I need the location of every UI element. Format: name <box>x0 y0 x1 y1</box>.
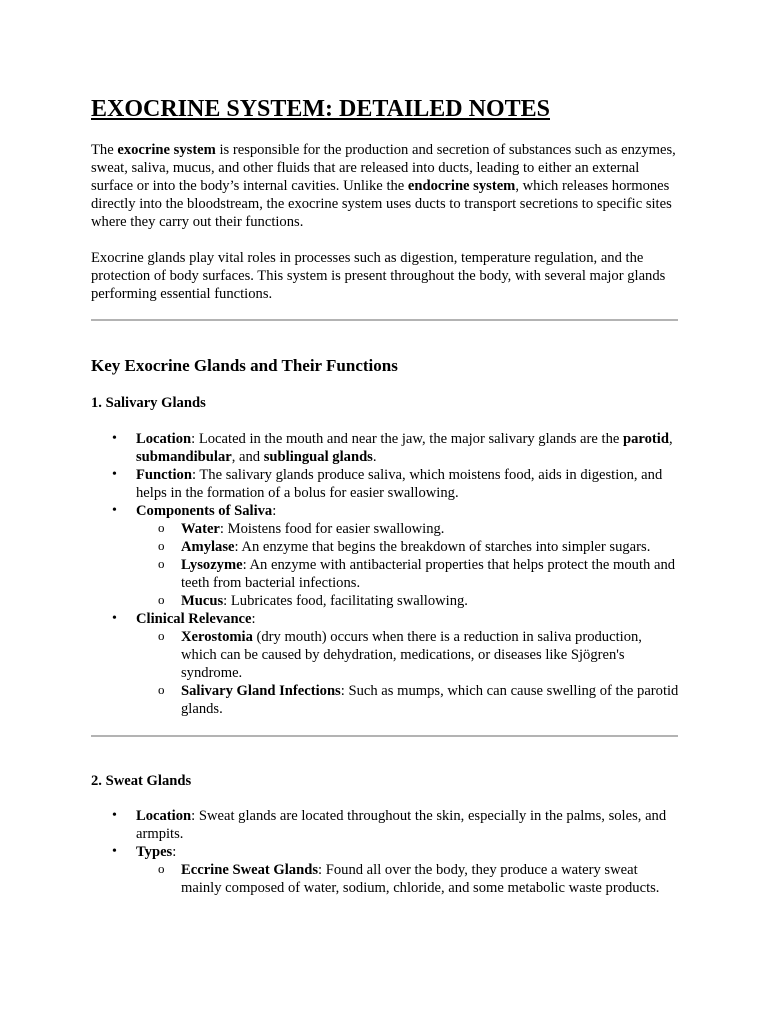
sub-bullet-icon: o <box>158 861 165 876</box>
salivary-heading: 1. Salivary Glands <box>91 395 206 411</box>
intro-text: The <box>91 142 118 158</box>
item-text: : An enzyme that begins the breakdown of starches into simpler sugars. <box>234 539 651 555</box>
item-text: : Lubricates food, facilitating swallowing. <box>223 593 468 609</box>
section-heading: Key Exocrine Glands and Their Functions <box>91 356 398 375</box>
item-text: : An enzyme with antibacterial properties that helps protect the mouth and teeth from bacterial infections. <box>181 557 676 591</box>
item-text: : Found all over the body, they produce a watery sweat mainly composed of water, sodium, chloride, and some metabolic waste products. <box>181 862 660 896</box>
bullet-icon: • <box>112 467 117 482</box>
item-text: : Moistens food for easier swallowing. <box>219 521 445 537</box>
bullet-icon: • <box>112 808 117 823</box>
item-text: : Sweat glands are located throughout the skin, especially in the palms, soles, and armpits. <box>136 808 667 842</box>
item-text: : Such as mumps, which can cause swelling of the parotid glands. <box>181 683 679 717</box>
sub-list-item <box>91 556 679 592</box>
item-text: (dry mouth) occurs when there is a reduction in saliva production, which can be caused by dehydration, medications, or diseases like Sjögren's syndrome. <box>181 629 642 681</box>
list-item: • Types: <box>112 844 177 860</box>
list-item <box>91 466 679 502</box>
item-text: : Located in the mouth and near the jaw, the major salivary glands are the <box>191 431 623 447</box>
bullet-icon: • <box>112 844 117 859</box>
gland-name: submandibular <box>136 449 232 465</box>
sub-bullet-icon: o <box>158 628 165 643</box>
sub-bullet-icon: o <box>158 682 165 697</box>
list-item: • Clinical Relevance: <box>112 611 256 627</box>
item-label: Eccrine Sweat Glands <box>181 862 319 878</box>
item-label: Salivary Gland Infections <box>181 683 341 699</box>
sub-bullet-icon: o <box>158 592 165 607</box>
sub-bullet-icon: o <box>158 538 165 553</box>
sweat-list <box>91 807 679 897</box>
section-divider <box>91 735 678 737</box>
item-label: Location <box>136 808 192 824</box>
item-text: : The salivary glands produce saliva, which moistens food, aids in digestion, and helps in the formation of a bolus for easier swallowing. <box>136 467 663 501</box>
item-label: Types <box>136 844 173 860</box>
sub-bullet-icon: o <box>158 556 165 571</box>
list-item: • Location: Located in the mouth and near the jaw, the major salivary glands are the parotid, submandibular, and sublingual glands. <box>112 431 673 465</box>
intro-text: , which releases hormones directly into the bloodstream, the exocrine system uses ducts to transport secretions to specific sites where they carry out their functions. <box>91 178 672 230</box>
sub-list-item <box>91 592 679 610</box>
gland-name: sublingual glands <box>263 449 373 465</box>
sub-list-item <box>91 861 679 897</box>
sub-list-item <box>91 538 679 556</box>
item-label: Mucus <box>181 593 224 609</box>
intro-paragraph-1 <box>91 141 679 231</box>
list-item: • Components of Saliva: <box>112 503 277 519</box>
intro-paragraph-2: Exocrine glands play vital roles in processes such as digestion, temperature regulation, and the protection of body surfaces. This system is present throughout the body, with several major glands performing essential functions. <box>91 250 666 302</box>
item-label: Xerostomia <box>181 629 253 645</box>
list-item <box>91 807 679 843</box>
sweat-heading: 2. Sweat Glands <box>91 773 192 789</box>
salivary-list <box>91 430 679 718</box>
sub-list-item <box>91 682 679 718</box>
document-title: EXOCRINE SYSTEM: DETAILED NOTES <box>91 96 550 122</box>
item-label: Lysozyme <box>181 557 243 573</box>
item-label: Water <box>181 521 220 537</box>
item-label: Components of Saliva <box>136 503 273 519</box>
gland-name: parotid <box>623 431 669 447</box>
item-label: Location <box>136 431 192 447</box>
bullet-icon: • <box>112 431 117 446</box>
bullet-icon: • <box>112 503 117 518</box>
term-endocrine-system: endocrine system <box>407 178 516 194</box>
item-label: Clinical Relevance <box>136 611 252 627</box>
term-exocrine-system: exocrine system <box>117 142 216 158</box>
sub-list-item <box>91 520 679 538</box>
sub-list-item <box>91 628 679 682</box>
intro-text: is responsible for the production and secretion of substances such as enzymes, sweat, saliva, mucus, and other fluids that are released into ducts, leading to either an external surface or into the body’s internal cavities. Unlike the <box>91 142 676 194</box>
bullet-icon: • <box>112 611 117 626</box>
item-label: Function <box>136 467 192 483</box>
section-divider <box>91 319 678 321</box>
item-label: Amylase <box>181 539 235 555</box>
sub-bullet-icon: o <box>158 520 165 535</box>
